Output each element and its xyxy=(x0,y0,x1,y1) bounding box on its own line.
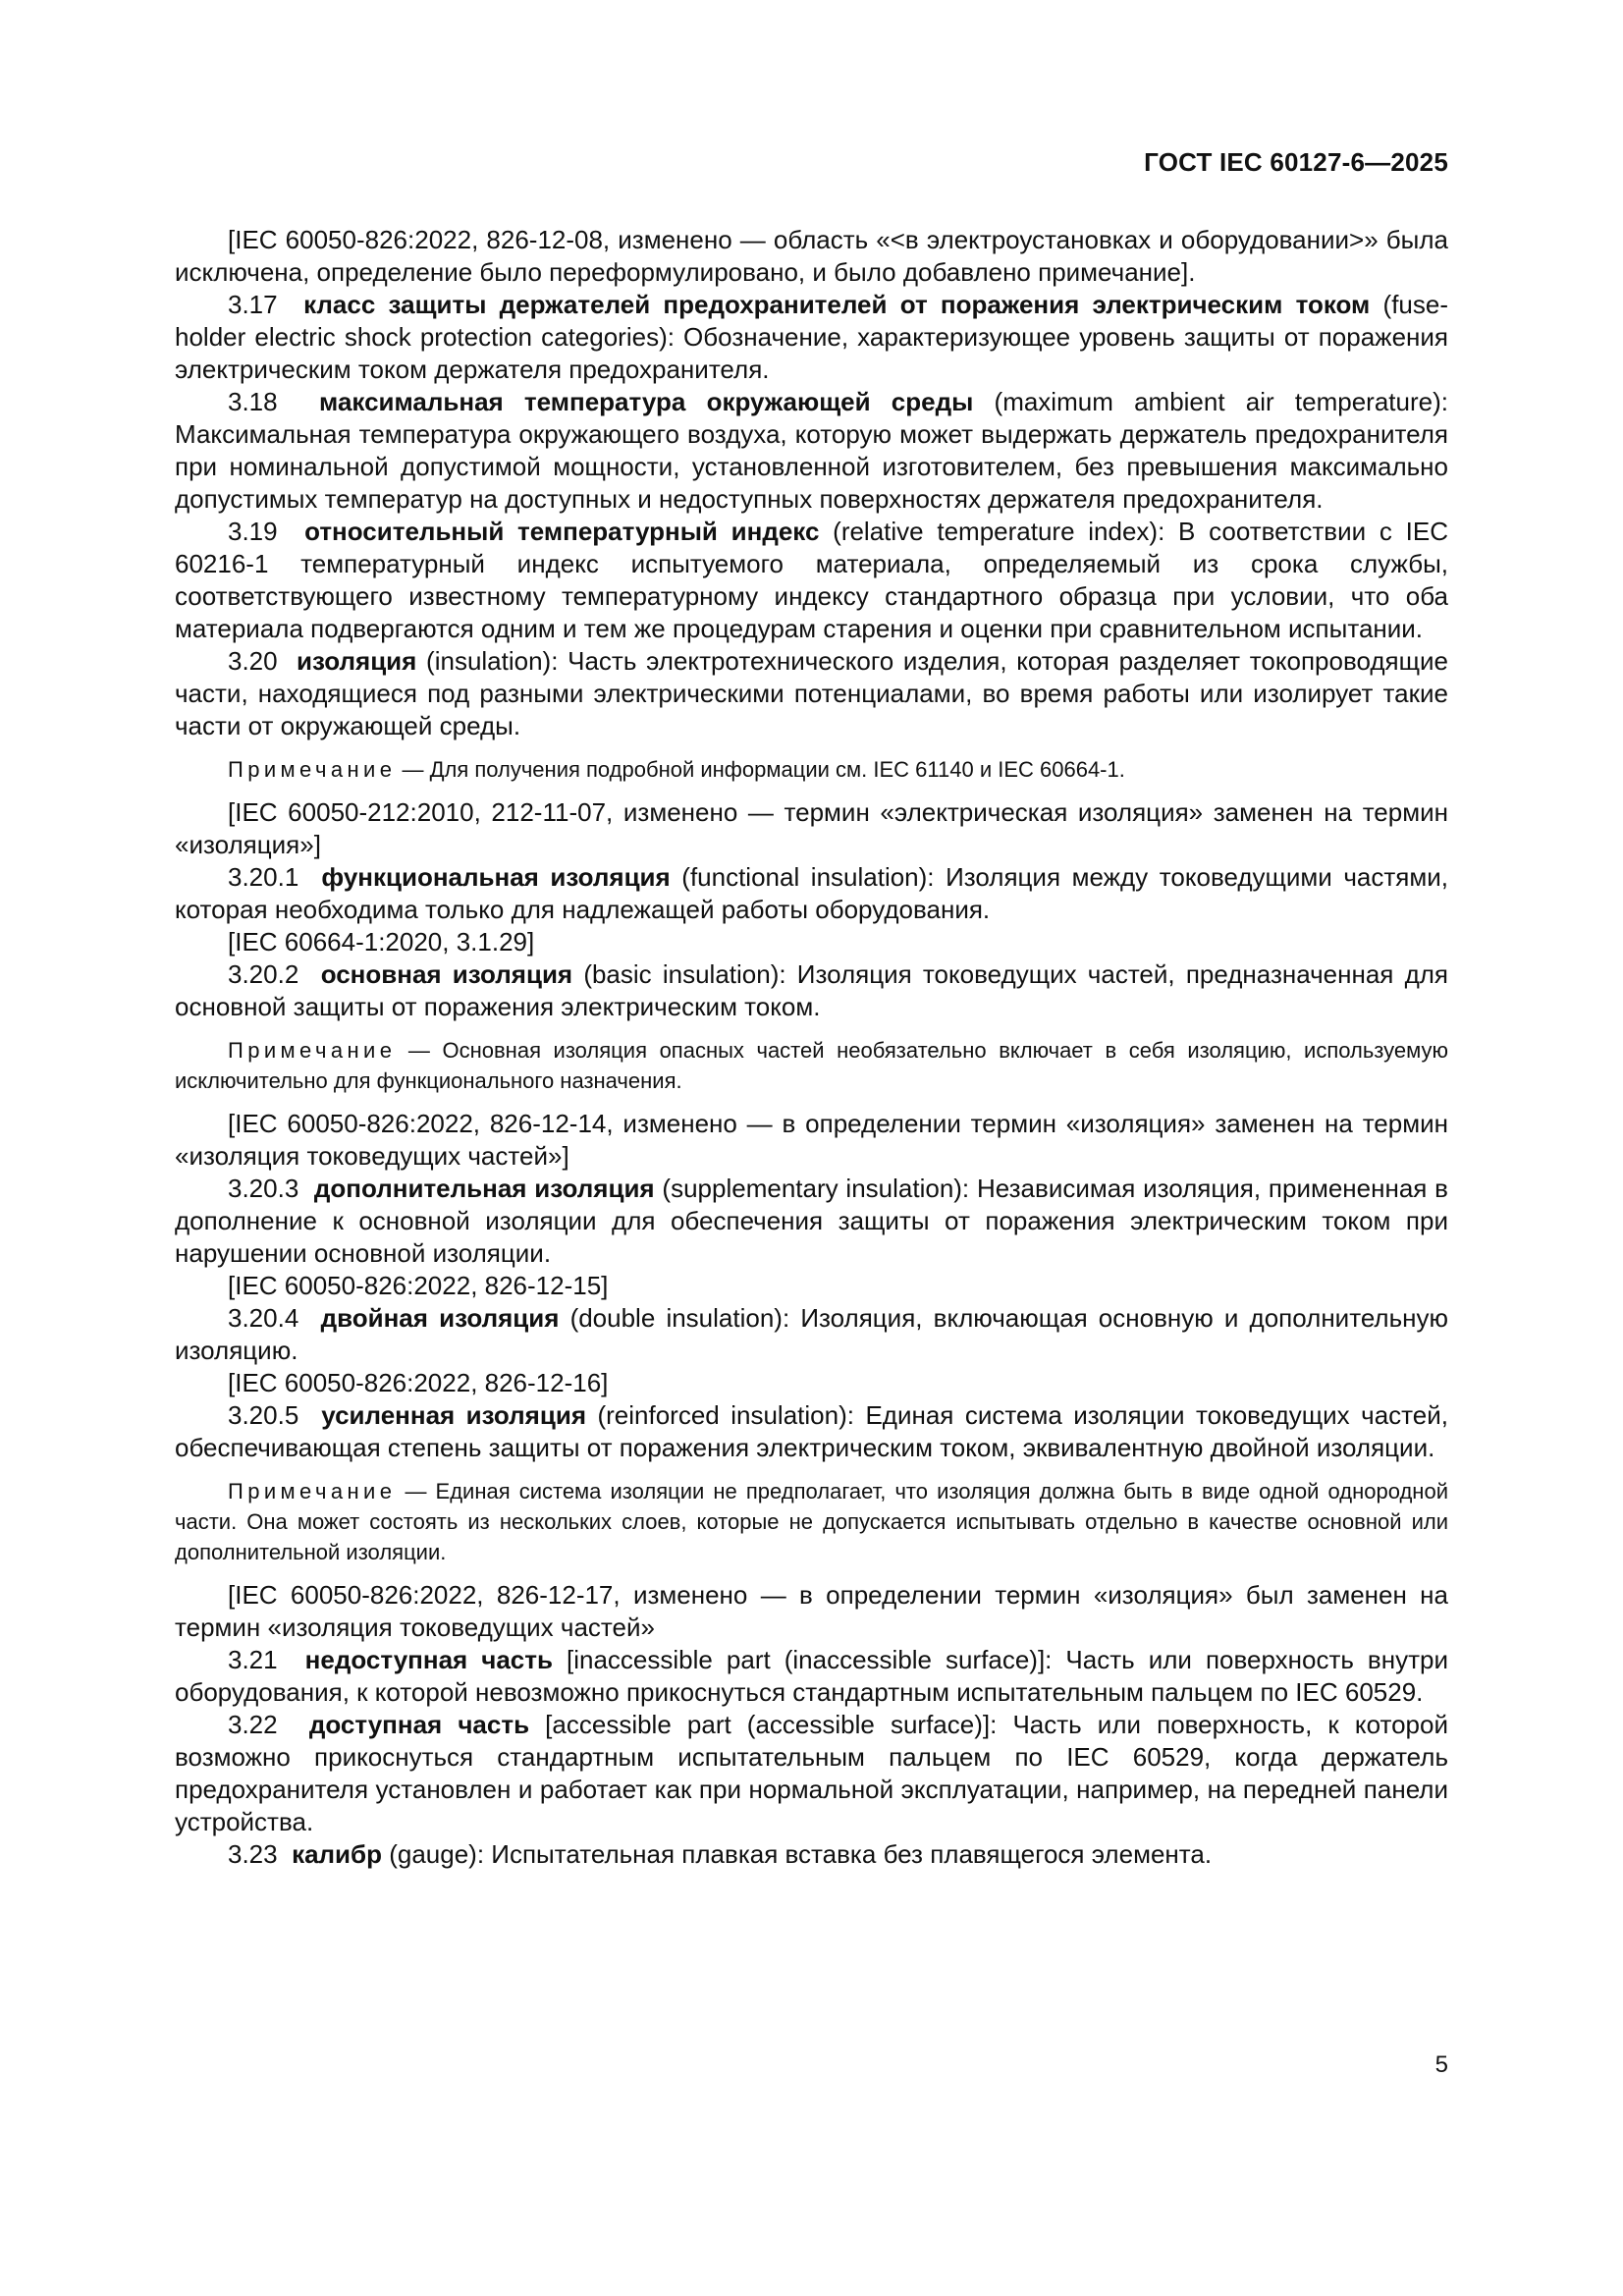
term-number: 3.20 xyxy=(228,646,278,676)
paragraph-gap xyxy=(175,742,1448,754)
term-name: основная изоляция xyxy=(320,959,573,989)
term-name: изоляция xyxy=(297,646,417,676)
term-body: (double insulation): Изоляция, включающая основную и дополнительную изоляцию. xyxy=(175,1303,1448,1365)
reference-paragraph: [IEC 60050-826:2022, 826-12-08, изменено — область «<в электроустановках и оборудовании>» была исключена, определение было переформулировано, и было добавлено примечание]. xyxy=(175,225,1448,287)
term-definition xyxy=(175,1709,1448,1838)
paragraph-gap xyxy=(175,1096,1448,1108)
term-number: 3.22 xyxy=(228,1710,278,1739)
term-name: дополнительная изоляция xyxy=(313,1174,655,1203)
note-text: — Основная изоляция опасных частей необязательно включает в себя изоляцию, используемую исключительно для функционального назначения. xyxy=(175,1038,1448,1093)
note-label: Примечание xyxy=(228,1479,397,1503)
reference-paragraph: [IEC 60050-212:2010, 212-11-07, изменено — термин «электрическая изоляция» заменен на термин «изоляция»] xyxy=(175,797,1448,859)
term-name: усиленная изоляция xyxy=(321,1400,586,1430)
note-label: Примечание xyxy=(228,757,397,782)
term-name: доступная часть xyxy=(308,1710,530,1739)
standard-designation: ГОСТ IEC 60127-6—2025 xyxy=(1144,147,1448,177)
term-number: 3.21 xyxy=(228,1645,278,1674)
note xyxy=(175,1476,1448,1567)
term-number: 3.20.4 xyxy=(228,1303,299,1333)
note xyxy=(175,754,1448,785)
page-body xyxy=(175,224,1448,1871)
term-body: (reinforced insulation): Единая система изоляции токоведущих частей, обеспечивающая степень защиты от поражения электрическим током, эквивалентную двойной изоляции. xyxy=(175,1400,1448,1462)
note-text: — Для получения подробной информации см. IEC 61140 и IEC 60664-1. xyxy=(402,757,1125,782)
paragraph-gap xyxy=(175,1464,1448,1476)
note-label: Примечание xyxy=(228,1038,397,1063)
term-body: (fuse-holder electric shock protection categories): Обозначение, характеризующее уровень защиты от поражения электрическим током держателя предохранителя. xyxy=(175,290,1448,384)
term-definition xyxy=(175,861,1448,926)
term-name: двойная изоляция xyxy=(320,1303,560,1333)
term-number: 3.19 xyxy=(228,517,278,546)
reference-paragraph: [IEC 60050-826:2022, 826-12-16] xyxy=(228,1368,609,1397)
term-definition xyxy=(175,386,1448,516)
term-definition xyxy=(175,1173,1448,1270)
term-body: (basic insulation): Изоляция токоведущих частей, предназначенная для основной защиты от поражения электрическим током. xyxy=(175,959,1448,1021)
paragraph-gap xyxy=(175,1023,1448,1035)
term-name: максимальная температура окружающей среды xyxy=(319,387,974,416)
term-body: [accessible part (accessible surface)]: Часть или поверхность, к которой возможно прикоснуться стандартным испытательным пальцем по IEC 60529, когда держатель предохранителя установлен и работает как при нормальной эксплуатации, например, на передней панели устройства. xyxy=(175,1710,1448,1836)
term-definition xyxy=(175,1644,1448,1709)
term-body: (gauge): Испытательная плавкая вставка без плавящегося элемента. xyxy=(389,1839,1213,1869)
paragraph-gap xyxy=(175,785,1448,796)
term-number: 3.20.3 xyxy=(228,1174,299,1203)
term-number: 3.17 xyxy=(228,290,278,319)
note xyxy=(175,1035,1448,1096)
term-definition xyxy=(175,1838,1448,1871)
page-number: 5 xyxy=(1434,2051,1448,2078)
term-body: (maximum ambient air temperature): Максимальная температура окружающего воздуха, которую может выдержать держатель предохранителя при номинальной допустимой мощности, установленной изготовителем, без превышения максимально допустимых температур на доступных и недоступных поверхностях держателя предохранителя. xyxy=(175,387,1448,514)
term-definition xyxy=(175,289,1448,386)
term-name: относительный температурный индекс xyxy=(304,517,820,546)
reference-paragraph: [IEC 60050-826:2022, 826-12-14, изменено — в определении термин «изоляция» заменен на термин «изоляция токоведущих частей»] xyxy=(175,1109,1448,1171)
term-definition xyxy=(175,1399,1448,1464)
term-body: (functional insulation): Изоляция между токоведущими частями, которая необходима только для надлежащей работы оборудования. xyxy=(175,862,1448,924)
term-definition xyxy=(175,516,1448,645)
term-definition xyxy=(175,958,1448,1023)
term-name: калибр xyxy=(292,1839,382,1869)
term-definition xyxy=(175,1302,1448,1367)
reference-paragraph: [IEC 60664-1:2020, 3.1.29] xyxy=(228,927,535,957)
reference-paragraph: [IEC 60050-826:2022, 826-12-15] xyxy=(228,1271,609,1300)
term-definition xyxy=(175,645,1448,742)
term-body: (supplementary insulation): Независимая изоляция, примененная в дополнение к основной изоляции для обеспечения защиты от поражения электрическим током при нарушении основной изоляции. xyxy=(175,1174,1448,1268)
term-name: функциональная изоляция xyxy=(321,862,671,892)
term-body: (relative temperature index): В соответствии с IEC 60216-1 температурный индекс испытуемого материала, определяемый из срока службы, соответствующего известному температурному индексу стандартного образца при условии, что оба материала подвергаются одним и тем же процедурам старения и оценки при сравнительном испытании. xyxy=(175,517,1448,643)
term-name: недоступная часть xyxy=(304,1645,553,1674)
term-number: 3.20.1 xyxy=(228,862,299,892)
term-number: 3.20.5 xyxy=(228,1400,299,1430)
note-text: — Единая система изоляции не предполагает, что изоляция должна быть в виде одной однородной части. Она может состоять из нескольких слоев, которые не допускается испытывать отдельно в качестве основной или дополнительной изоляции. xyxy=(175,1479,1448,1564)
paragraph-gap xyxy=(175,1567,1448,1579)
term-number: 3.20.2 xyxy=(228,959,299,989)
term-number: 3.23 xyxy=(228,1839,278,1869)
term-body: (insulation): Часть электротехнического изделия, которая разделяет токопроводящие части, находящиеся под разными электрическими потенциалами, во время работы или изолирует такие части от окружающей среды. xyxy=(175,646,1449,740)
reference-paragraph: [IEC 60050-826:2022, 826-12-17, изменено — в определении термин «изоляция» был заменен на термин «изоляция токоведущих частей» xyxy=(175,1580,1448,1642)
term-number: 3.18 xyxy=(228,387,278,416)
term-name: класс защиты держателей предохранителей от поражения электрическим током xyxy=(303,290,1371,319)
term-body: [inaccessible part (inaccessible surface)]: Часть или поверхность внутри оборудования, к которой невозможно прикоснуться стандартным испытательным пальцем по IEC 60529. xyxy=(175,1645,1448,1707)
